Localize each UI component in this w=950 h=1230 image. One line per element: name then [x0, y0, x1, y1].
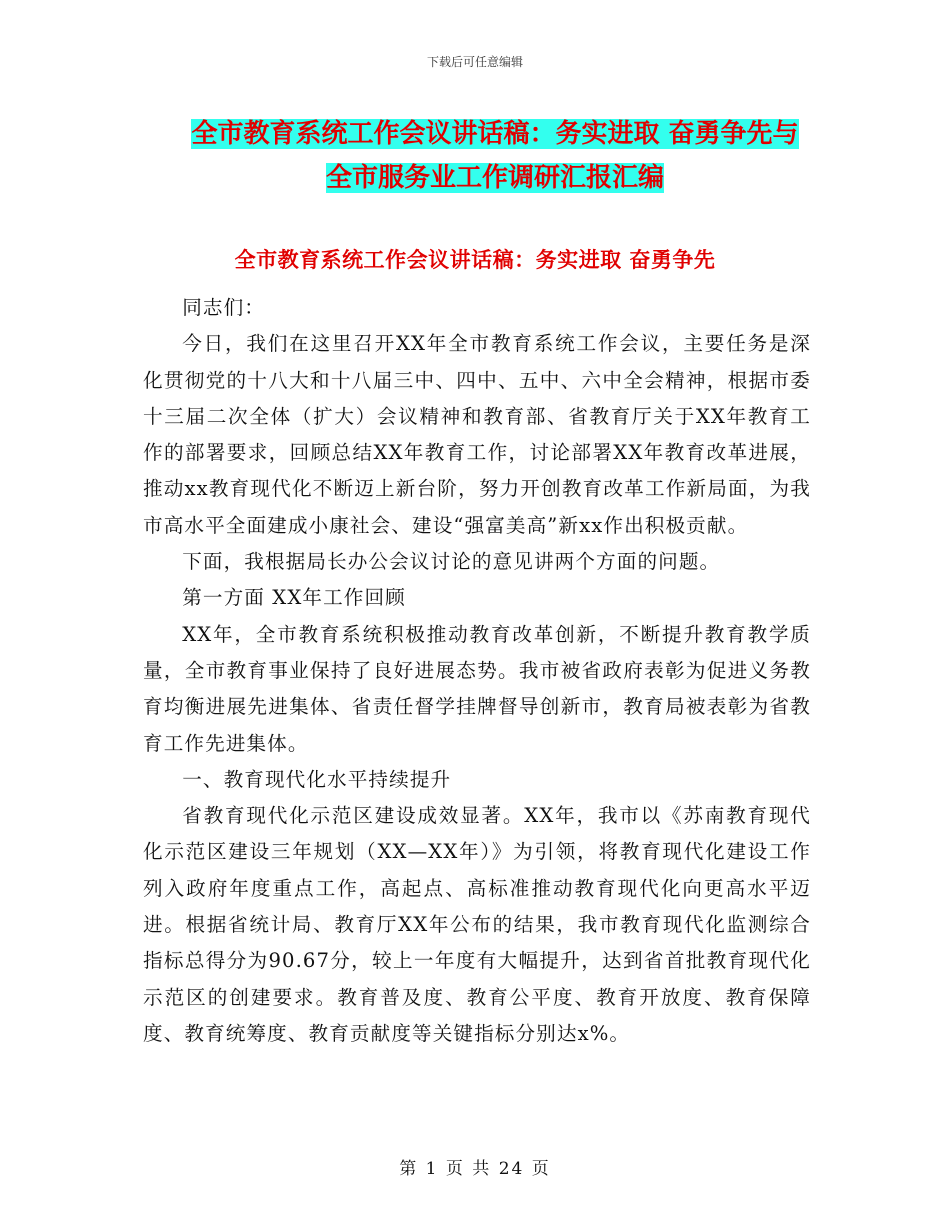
section-title: 全市教育系统工作会议讲话稿：务实进取 奋勇争先	[234, 248, 716, 272]
document-title-line-2: 全市服务业工作调研汇报汇编	[325, 163, 664, 193]
paragraph-review: XX年，全市教育系统积极推动教育改革创新，不断提升教育教学质量，全市教育事业保持了良好进展态势。我市被省政府表彰为促进义务教育均衡进展先进集体、省责任督学挂牌督导创新市，教育局被表彰为省教育工作先进集体。	[143, 622, 811, 755]
paragraph-modernization: 省教育现代化示范区建设成效显著。XX年，我市以《苏南教育现代化示范区建设三年规划（XX—XX年）》为引领，将教育现代化建设工作列入政府年度重点工作，高起点、高标准推动教育现代化向更高水平迈进。根据省统计局、教育厅XX年公布的结果，我市教育现代化监测综合指标总得分为90.67分，较上一年度有大幅提升，达到省首批教育现代化示范区的创建要求。教育普及度、教育公平度、教育开放度、教育保障度、教育统筹度、教育贡献度等关键指标分别达x%。	[143, 804, 811, 1045]
document-title-line-1: 全市教育系统工作会议讲话稿：务实进取 奋勇争先与	[191, 119, 799, 149]
document-title	[140, 112, 850, 200]
subsection-heading-modernization: 一、教育现代化水平持续提升	[182, 767, 452, 791]
paragraph-outline: 下面，我根据局长办公会议讨论的意见讲两个方面的问题。	[182, 550, 721, 574]
paragraph-intro: 今日，我们在这里召开XX年全市教育系统工作会议，主要任务是深化贯彻党的十八大和十八届三中、四中、五中、六中全会精神，根据市委十三届二次全体（扩大）会议精神和教育部、省教育厅关于XX年教育工作的部署要求，回顾总结XX年教育工作，讨论部署XX年教育改革进展，推动xx教育现代化不断迈上新台阶，努力开创教育改革工作新局面，为我市高水平全面建成小康社会、建设“强富美高”新xx作出积极贡献。	[143, 332, 811, 537]
paragraph-salutation: 同志们：	[182, 296, 265, 319]
page-number: 第 1 页 共 24 页	[399, 1159, 551, 1179]
document-body	[143, 290, 811, 1052]
header-note: 下载后可任意编辑	[426, 55, 523, 69]
section-heading-review: 第一方面 XX年工作回顾	[182, 586, 406, 610]
